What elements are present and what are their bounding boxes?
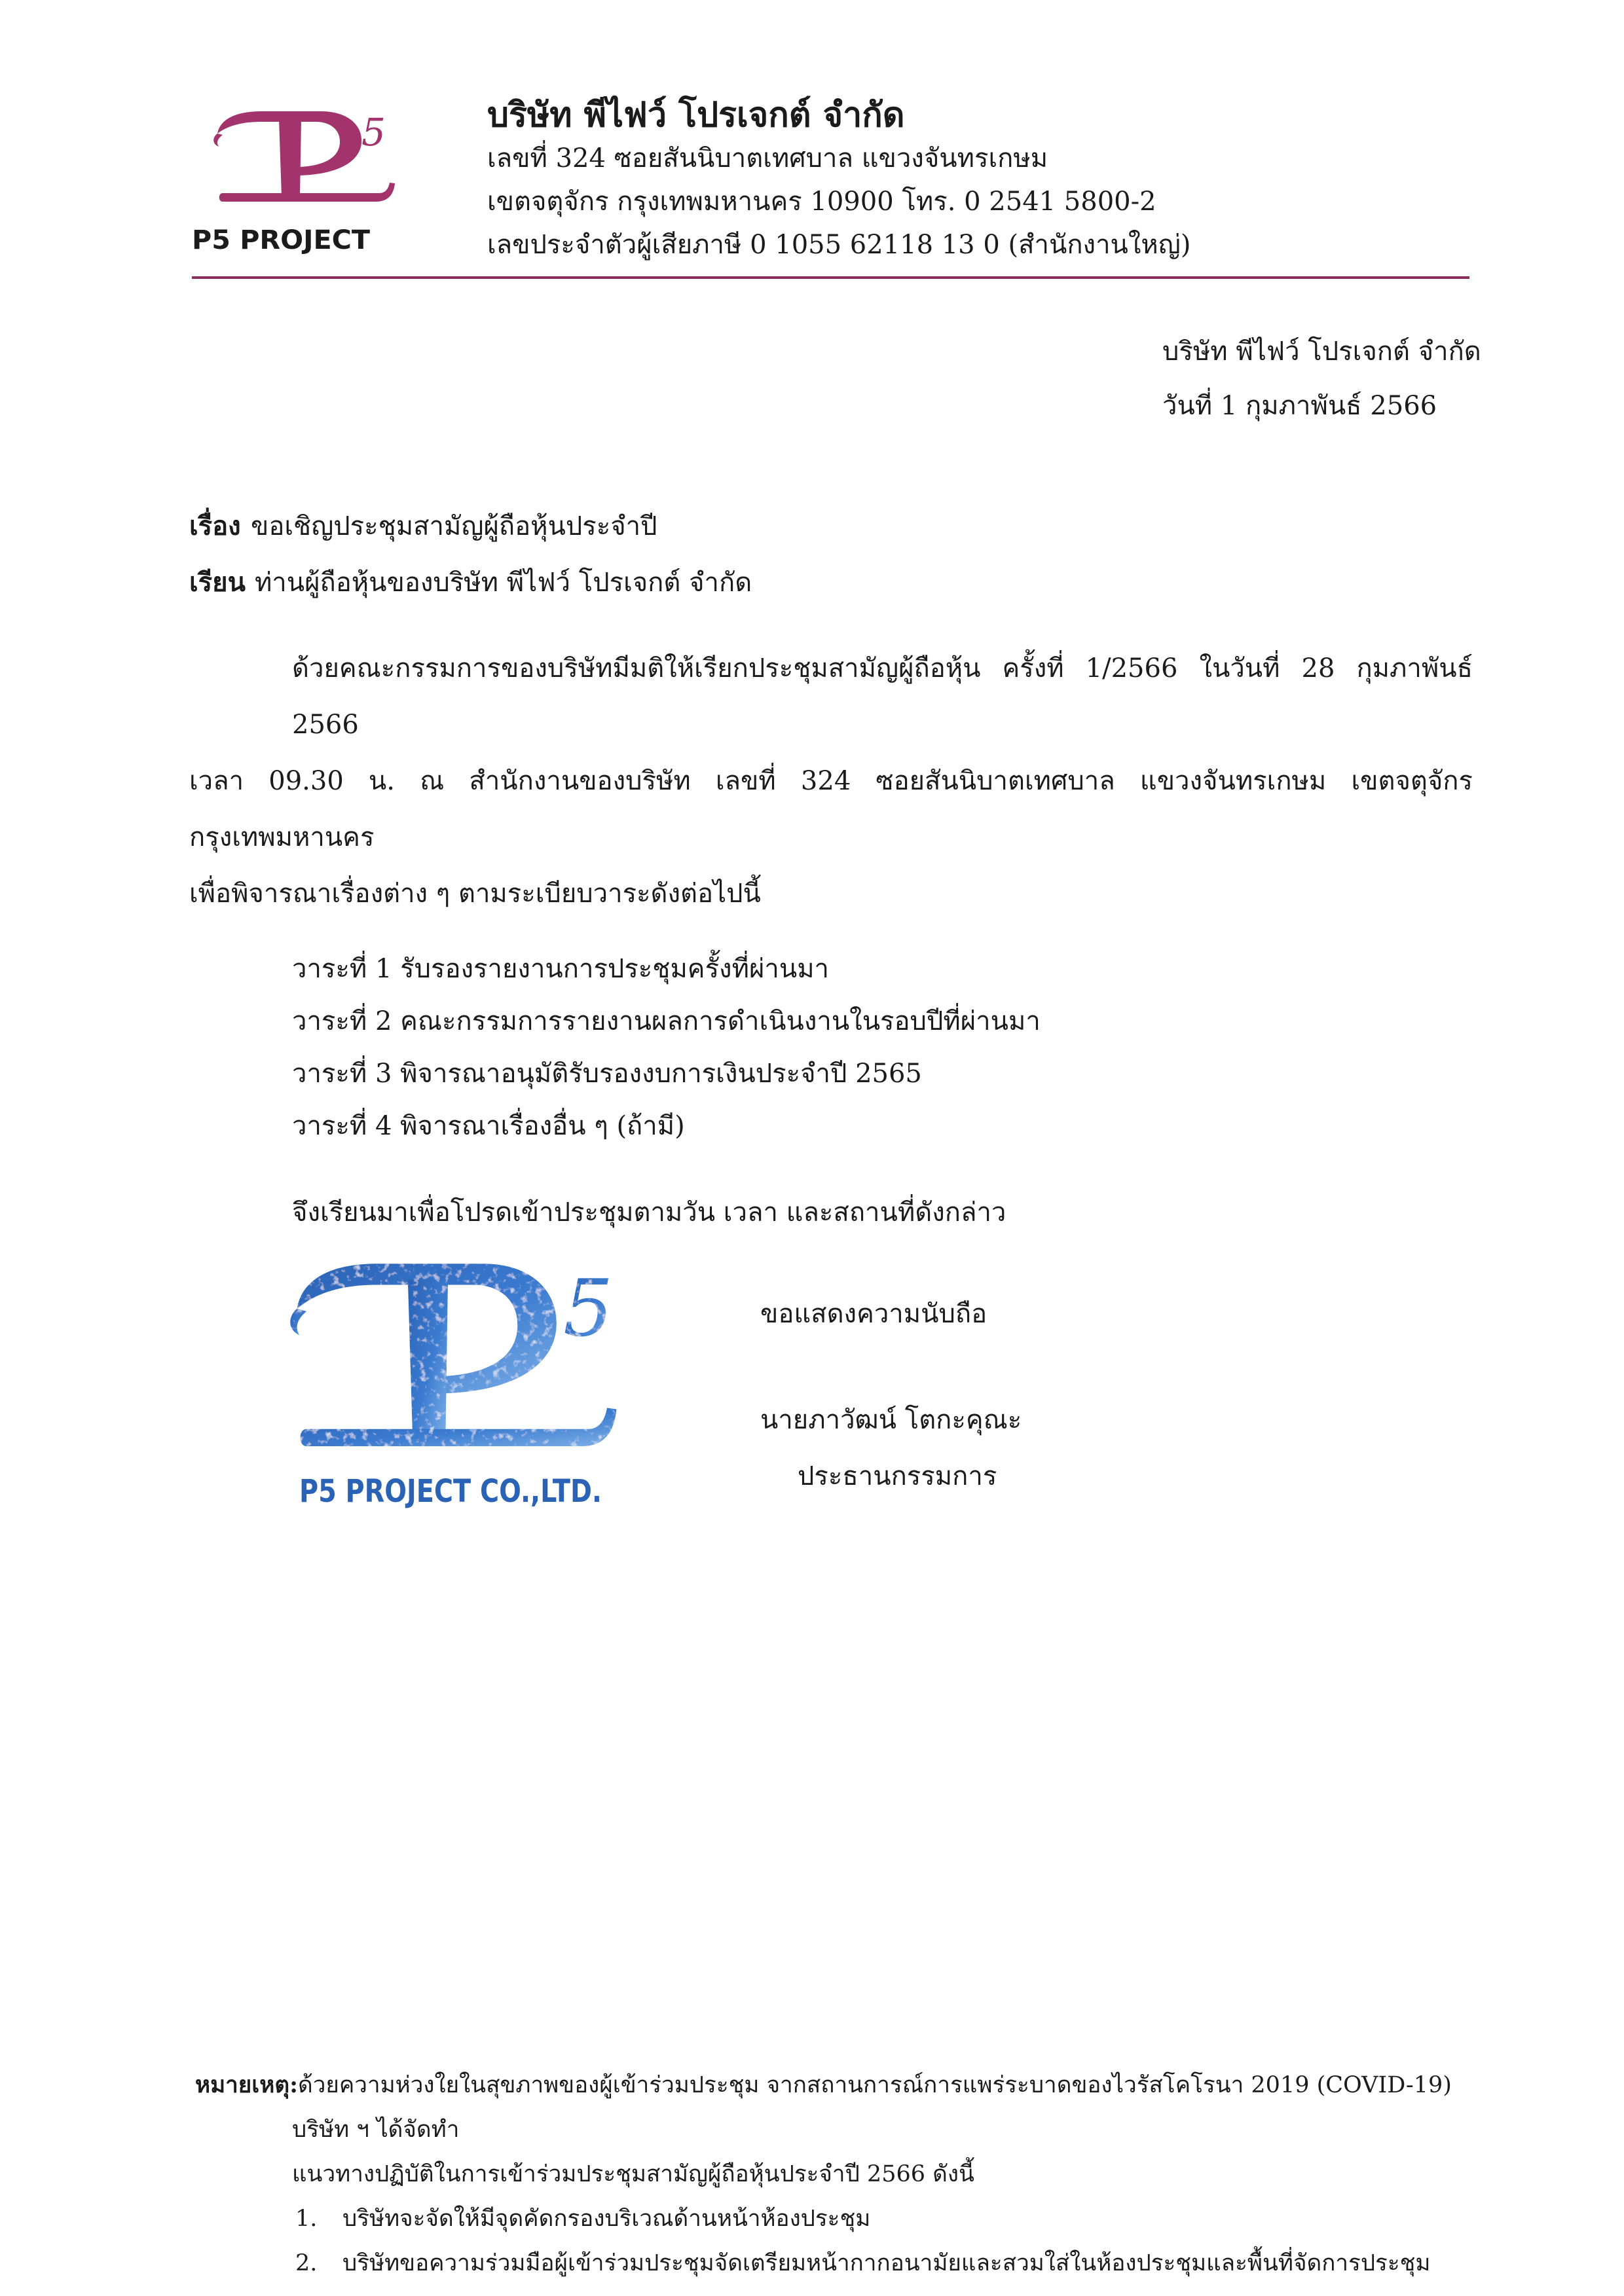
stamp-p-stem: [408, 1279, 448, 1435]
letterhead-text: [487, 94, 1437, 266]
logo-mark: [213, 110, 395, 202]
subject-block: [189, 498, 1473, 611]
agenda-item: วาระที่ 3 พิจารณาอนุมัติรับรองงบการเงินประจำปี 2565: [292, 1059, 922, 1089]
letter-date: วันที่ 1 กุมภาพันธ์ 2566: [1162, 391, 1437, 421]
signatory-name: นายภาวัฒน์ โตกะคุณะ: [760, 1405, 1022, 1435]
address-line: เลขประจำตัวผู้เสียภาษี 0 1055 62118 13 0 (สำนักงานใหญ่): [487, 230, 1191, 260]
letter-body: [189, 640, 1473, 1239]
note-item-text: บริษัทจะจัดให้มีจุดคัดกรองบริเวณด้านหน้าห้องประชุม: [342, 2206, 871, 2232]
body-paragraph-line: ด้วยคณะกรรมการของบริษัทมีมติให้เรียกประชุมสามัญผู้ถือหุ้น ครั้งที่ 1/2566 ในวันที่ 28 กุมภาพันธ์ 2566: [292, 653, 1473, 740]
subject-label: เรื่อง: [189, 511, 241, 541]
recipient-text: ท่านผู้ถือหุ้นของบริษัท พีไฟว์ โปรเจกต์ จำกัด: [254, 568, 752, 598]
agenda-item: วาระที่ 4 พิจารณาเรื่องอื่น ๆ (ถ้ามี): [292, 1111, 685, 1141]
note-item-number: 1.: [295, 2206, 318, 2232]
body-paragraph-line: เพื่อพิจารณาเรื่องต่าง ๆ ตามระเบียบวาระดังต่อไปนี้: [189, 879, 761, 909]
agenda-list: [189, 943, 1473, 1152]
sender-company: บริษัท พีไฟว์ โปรเจกต์ จำกัด: [1162, 337, 1481, 367]
note-item: [195, 2196, 1475, 2241]
subject-text: ขอเชิญประชุมสามัญผู้ถือหุ้นประจำปี: [251, 511, 657, 541]
logo-superscript: 5: [361, 110, 386, 155]
note-item: [195, 2241, 1475, 2286]
note-label: หมายเหตุ:: [195, 2071, 298, 2098]
stamp-mark: [290, 1264, 616, 1446]
logo-p-stem: [279, 119, 301, 196]
closing-line: จึงเรียนมาเพื่อโปรดเข้าประชุมตามวัน เวลา และสถานที่ดังกล่าว: [292, 1197, 1006, 1228]
address-line: เขตจตุจักร กรุงเทพมหานคร 10900 โทร. 0 2541 5800-2: [487, 187, 1156, 217]
logo-wordmark: P5 PROJECT: [192, 225, 371, 255]
subject-line: [189, 498, 1473, 555]
sender-block: [1162, 325, 1608, 433]
note-item-text: บริษัทขอความร่วมมือผู้เข้าร่วมประชุมจัดเตรียมหน้ากากอนามัยและสวมใส่ในห้องประชุมและพื้นที่จัดการประชุม: [342, 2250, 1431, 2276]
company-name: บริษัท พีไฟว์ โปรเจกต์ จำกัด: [487, 95, 905, 135]
signatory-title: ประธานกรรมการ: [798, 1461, 997, 1491]
body-paragraph-line: เวลา 09.30 น. ณ สำนักงานของบริษัท เลขที่ 324 ซอยสันนิบาตเทศบาล แขวงจันทรเกษม เขตจตุจักร กรุงเทพมหานคร: [189, 766, 1473, 852]
note-line: แนวทางปฏิบัติในการเข้าร่วมประชุมสามัญผู้ถือหุ้นประจำปี 2566 ดังนี้: [292, 2161, 974, 2187]
logo-p-hook: [213, 134, 223, 147]
agenda-item: วาระที่ 2 คณะกรรมการรายงานผลการดำเนินงานในรอบปีที่ผ่านมา: [292, 1006, 1041, 1036]
note-item-number: 2.: [295, 2250, 318, 2276]
p5-logo-icon: [190, 103, 406, 257]
signature-salutation: ขอแสดงความนับถือ: [760, 1299, 987, 1329]
logo-p-base: [219, 183, 395, 202]
recipient-label: เรียน: [189, 567, 246, 598]
note-line: [195, 2063, 1475, 2152]
stamp-p-base: [301, 1408, 617, 1446]
p5-company-stamp-icon: [282, 1258, 648, 1514]
stamp-p-hook: [290, 1309, 306, 1335]
body-paragraph: [189, 640, 1473, 922]
note-text: ด้วยความห่วงใยในสุขภาพของผู้เข้าร่วมประชุม จากสถานการณ์การแพร่ระบาดของไวรัสโคโรนา 2019 (COVID-19) บริษัท ฯ ได้จัดทำ: [292, 2072, 1452, 2143]
stamp-superscript: 5: [563, 1264, 614, 1355]
address-line: เลขที่ 324 ซอยสันนิบาตเทศบาล แขวงจันทรเกษม: [487, 143, 1048, 173]
stamp-wordmark: P5 PROJECT CO.,LTD.: [299, 1473, 602, 1510]
note-block: [195, 2063, 1475, 2286]
agenda-item: วาระที่ 1 รับรองรายงานการประชุมครั้งที่ผ่านมา: [292, 954, 830, 984]
recipient-line: [189, 555, 1473, 611]
header-rule: [192, 276, 1469, 279]
